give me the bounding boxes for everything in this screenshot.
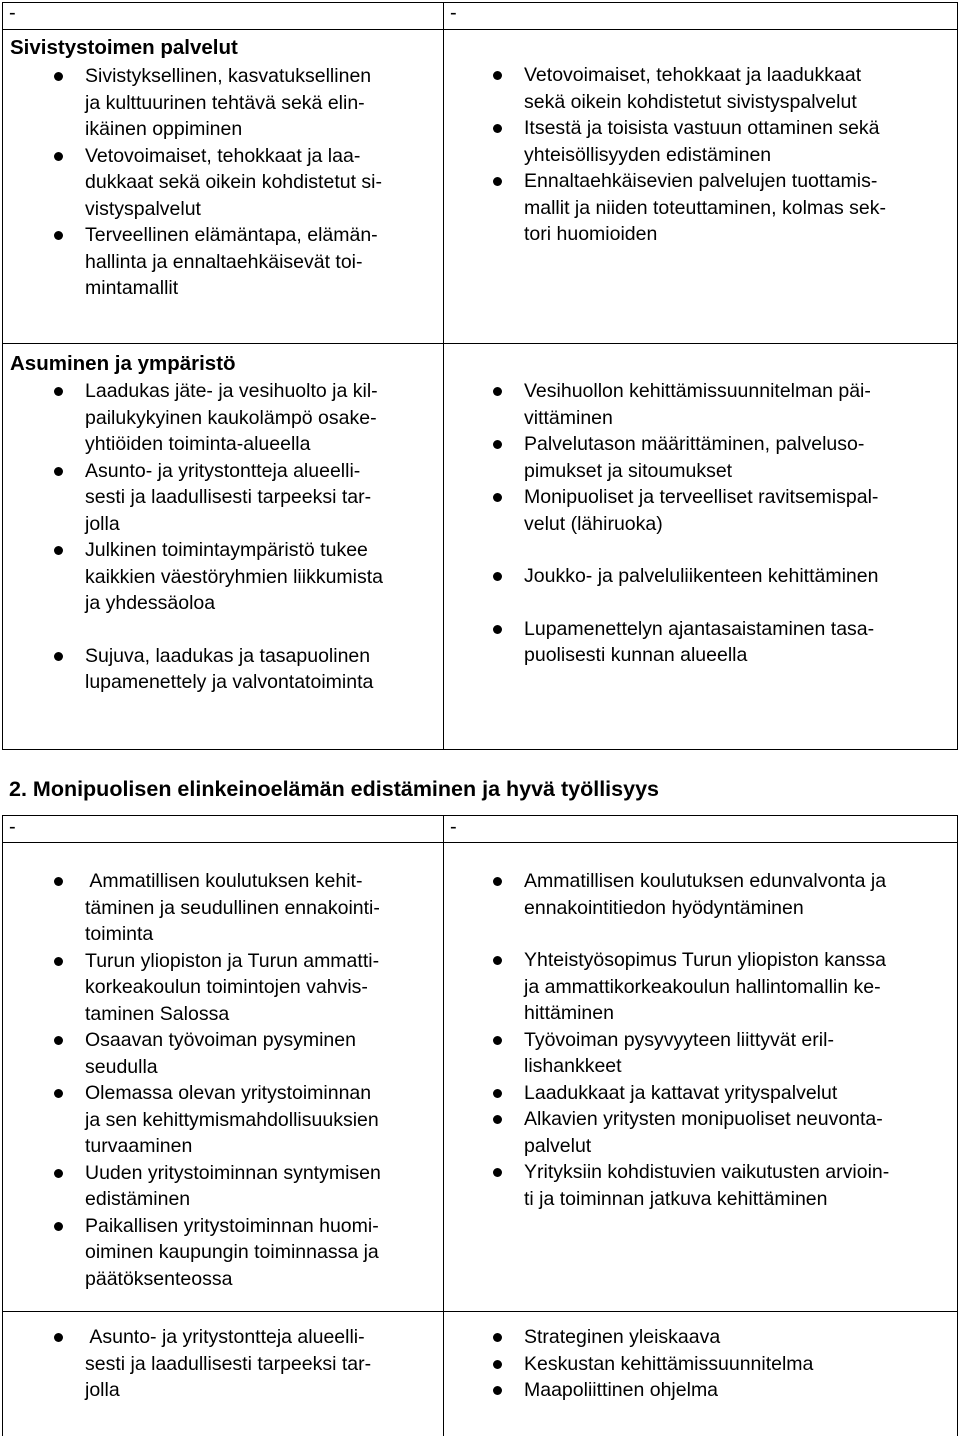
table-1-top-border [2,2,958,3]
list-item: Vetovoimaiset, tehokkaat ja laa- dukkaat sekä oikein kohdistetut si- vistyspalvelut [12,143,442,223]
table-2-left-header: - [9,816,16,838]
list-elinkeino-goals-2 [12,1324,442,1404]
list-item: Ammatillisen koulutuksen kehit- täminen ja seudullinen ennakointi- toiminta [12,868,442,948]
table-2-header-divider [2,842,958,843]
list-item: Asunto- ja yritystontteja alueelli- sesti ja laadullisesti tarpeeksi tar- jolla [12,1324,442,1404]
list-item: Vesihuollon kehittämissuunnitelman päi- vittäminen [451,378,956,431]
list-item: Ennaltaehkäisevien palvelujen tuottamis- mallit ja niiden toteuttaminen, kolmas sek- tori huomioiden [451,168,956,248]
table-2-left-border [2,815,3,1436]
list-item: Itsestä ja toisista vastuun ottaminen sekä yhteisöllisyyden edistäminen [451,115,956,168]
list-elinkeino-goals [12,868,442,1292]
list-sivistystoimen-goals [12,63,442,302]
list-item: Turun yliopiston ja Turun ammatti- korkeakoulun toimintojen vahvis- taminen Salossa [12,948,442,1028]
list-item: Maapoliittinen ohjelma [451,1377,956,1404]
list-item: Alkavien yritysten monipuoliset neuvonta- palvelut [451,1106,956,1159]
list-item: Strateginen yleiskaava [451,1324,956,1351]
table-2-row-divider [2,1311,958,1312]
table-1-header-divider [2,29,958,30]
table-2-top-border [2,815,958,816]
list-item: Laadukkaat ja kattavat yrityspalvelut [451,1080,956,1107]
list-item: Työvoiman pysyvyyteen liittyvät eril- lishankkeet [451,1027,956,1080]
list-item: Asunto- ja yritystontteja alueelli- sesti ja laadullisesti tarpeeksi tar- jolla [12,458,442,538]
list-item: Uuden yritystoiminnan syntymisen edistäminen [12,1160,442,1213]
table-1-right-border [957,2,958,750]
list-item: Sujuva, laadukas ja tasapuolinen lupamenettely ja valvontatoiminta [12,643,442,696]
list-elinkeino-actions-2 [451,1324,956,1404]
table-2-right-header: - [450,816,457,838]
list-item: Vetovoimaiset, tehokkaat ja laadukkaat sekä oikein kohdistetut sivistyspalvelut [451,62,956,115]
list-item: Yhteistyösopimus Turun yliopiston kanssa ja ammattikorkeakoulun hallintomallin ke- hittäminen [451,947,956,1027]
list-item: Laadukas jäte- ja vesihuolto ja kil- pailukykyinen kaukolämpö osake- yhtiöiden toiminta-alueella [12,378,442,458]
list-item: Monipuoliset ja terveelliset ravitsemispal- velut (lähiruoka) [451,484,956,537]
list-item: Ammatillisen koulutuksen edunvalvonta ja ennakointitiedon hyödyntäminen [451,868,956,921]
section-title-asuminen: Asuminen ja ympäristö [10,352,236,375]
table-1-left-header: - [9,2,16,24]
list-item: Sivistyksellinen, kasvatuksellinen ja kulttuurinen tehtävä sekä elin- ikäinen oppiminen [12,63,442,143]
table-1-column-divider [443,2,444,750]
list-item: Paikallisen yritystoiminnan huomi- oiminen kaupungin toiminnassa ja päätöksenteossa [12,1213,442,1293]
table-1-left-border [2,2,3,750]
list-item: Palvelutason määrittäminen, palveluso- pimukset ja sitoumukset [451,431,956,484]
table-2-right-border [957,815,958,1436]
table-2 [0,812,960,1436]
list-item: Olemassa olevan yritystoiminnan ja sen kehittymismahdollisuuksien turvaaminen [12,1080,442,1160]
list-item: Yrityksiin kohdistuvien vaikutusten arvioin- ti ja toiminnan jatkuva kehittäminen [451,1159,956,1212]
list-item: Terveellinen elämäntapa, elämän- hallinta ja ennaltaehkäisevät toi- mintamallit [12,222,442,302]
section-title-sivistystoimen: Sivistystoimen palvelut [10,36,238,59]
table-2-column-divider [443,815,444,1436]
list-elinkeino-actions [451,868,956,1212]
list-item: Osaavan työvoiman pysyminen seudulla [12,1027,442,1080]
list-asuminen-actions [451,378,956,669]
table-1-bottom-border [2,749,958,750]
list-item: Joukko- ja palveluliikenteen kehittäminen [451,563,956,590]
section-2-title: 2. Monipuolisen elinkeinoelämän edistäminen ja hyvä työllisyys [9,777,659,801]
list-sivistystoimen-actions [451,62,956,248]
list-item: Julkinen toimintaympäristö tukee kaikkien väestöryhmien liikkumista ja yhdessäoloa [12,537,442,617]
list-item: Lupamenettelyn ajantasaistaminen tasa- puolisesti kunnan alueella [451,616,956,669]
table-1-row-divider [2,343,958,344]
list-item: Keskustan kehittämissuunnitelma [451,1351,956,1378]
list-asuminen-goals [12,378,442,696]
table-1-right-header: - [450,2,457,24]
